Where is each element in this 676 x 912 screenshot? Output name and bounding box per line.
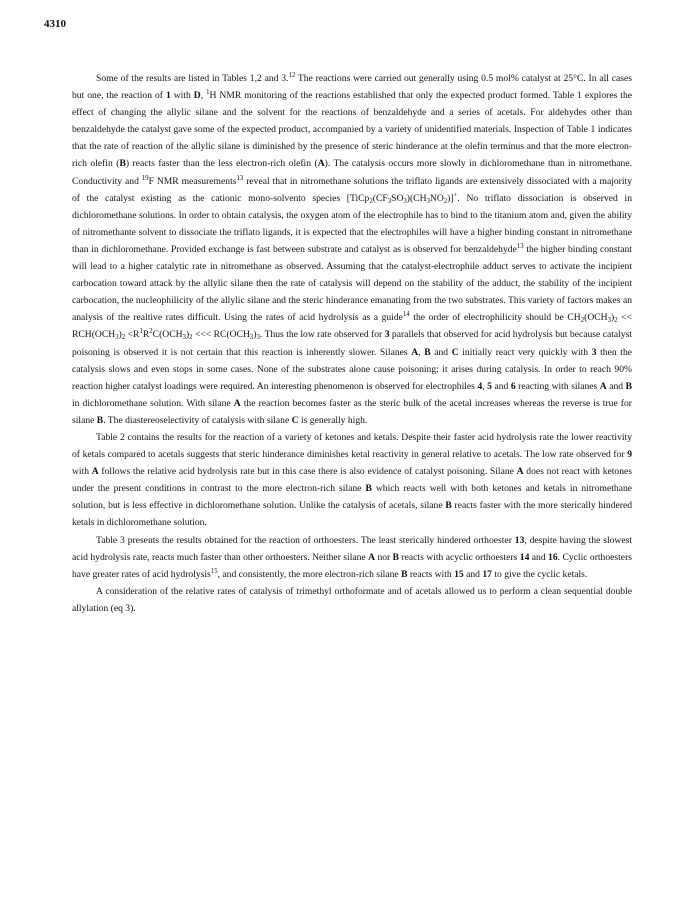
compound-label: 13 bbox=[514, 534, 525, 546]
subscript: 3 bbox=[607, 317, 611, 325]
compound-label: A bbox=[599, 380, 607, 392]
subscript: 3 bbox=[426, 197, 430, 205]
compound-label: B bbox=[392, 551, 400, 563]
compound-label: D bbox=[193, 90, 201, 102]
compound-label: B bbox=[424, 346, 431, 358]
subscript: 2 bbox=[580, 317, 585, 325]
body-text bbox=[72, 70, 632, 617]
subscript: 2 bbox=[121, 334, 126, 342]
paragraph: Table 3 presents the results obtained for the reaction of orthoesters. The least sterically hindered orthoester 13, despite having the slowest acid hydrolysis rate, reacts much faster than other orthoesters. Neither silane A nor B reacts with acyclic orthoesters 14 and 16. Cyclic orthoesters have greater rates of acid hydrolysis$^{15}$, and consistently, the more electron-rich silane B reacts with 15 and 17 to give the cyclic ketals. bbox=[72, 534, 633, 580]
compound-label: B bbox=[365, 483, 372, 495]
paragraph: Table 2 contains the results for the reaction of a variety of ketones and ketals. Despite their faster acid hydrolysis rate the lower reactivity of ketals compared to acetals suggests that steric hinderance diminishes ketal reactivity in general relative to acetals. The low rate observed for 9 with A follows the relative acid hydrolysis rate but in this case there is also evidence of catalyst poisoning. Silane A does not react with ketones under the present conditions in contrast to the more electron-rich silane B which reacts well with both ketones and ketals in nitromethane solution, but is less effective in dichloromethane solution. Unlike the catalysis of acetals, silane B reacts faster with the more sterically hindered ketals in dichloromethane solution. bbox=[72, 431, 633, 529]
compound-label: 1 bbox=[165, 90, 171, 102]
compound-label: B bbox=[96, 414, 104, 426]
superscript: 19 bbox=[141, 174, 149, 182]
superscript: 1 bbox=[139, 328, 143, 336]
subscript: 3 bbox=[182, 334, 186, 342]
subscript: 2 bbox=[443, 197, 448, 205]
compound-label: 5 bbox=[487, 380, 492, 392]
compound-label: B bbox=[119, 158, 126, 170]
compound-label: 4 bbox=[477, 380, 483, 392]
compound-label: 15 bbox=[454, 568, 464, 580]
subscript: 2 bbox=[369, 197, 373, 205]
subscript: 3 bbox=[249, 334, 254, 342]
superscript: 12 bbox=[288, 72, 296, 79]
compound-label: A bbox=[233, 397, 241, 409]
superscript: 1 bbox=[206, 89, 210, 97]
compound-label: A bbox=[91, 466, 99, 478]
compound-label: 17 bbox=[482, 568, 492, 580]
compound-label: 14 bbox=[519, 551, 530, 563]
compound-label: C bbox=[451, 346, 459, 358]
compound-label: B bbox=[445, 500, 452, 512]
compound-label: B bbox=[625, 380, 633, 392]
subscript: 3 bbox=[256, 334, 260, 342]
superscript: 13 bbox=[516, 242, 524, 250]
subscript: 2 bbox=[614, 317, 618, 325]
subscript: 3 bbox=[115, 334, 119, 342]
compound-label: 6 bbox=[510, 380, 516, 392]
superscript: 14 bbox=[402, 311, 410, 319]
compound-label: B bbox=[401, 568, 408, 580]
page-number: 4310 bbox=[44, 18, 66, 30]
compound-label: 3 bbox=[591, 346, 597, 358]
superscript: 13 bbox=[236, 174, 244, 182]
compound-label: C bbox=[291, 414, 299, 426]
compound-label: A bbox=[516, 466, 524, 478]
subscript: 2 bbox=[189, 334, 193, 342]
superscript: 2 bbox=[149, 328, 153, 336]
superscript: 15 bbox=[210, 567, 218, 575]
paragraph: A consideration of the relative rates of catalysis of trimethyl orthoformate and of acetals allowed us to perform a clean sequential double allylation (eq 3). bbox=[72, 585, 632, 614]
subscript: 3 bbox=[403, 197, 407, 205]
paragraph: Some of the results are listed in Tables 1,2 and 3.12 The reactions were carried out generally using 0.5 mol% catalyst at 25°C. In all cases but one, the reaction of 1 with D, $^1$H NMR monitoring of the reactions established that only the expected product formed. Table 1 explores the effect of changing the allylic silane and the solvent for the reactions of benzaldehyde and a series of acetals. For aldehydes other than benzaldehyde the catalyst gave some of the expected product, accompanied by a variety of unidentified materials. Inspection of Table 1 indicates that the rate of reaction of the allylic silane is diminished by the presence of steric hinderance at the olefin terminus and that the more electron-rich olefin (B) reacts faster than the less electron-rich olefin (A). The catalysis occurs more slowly in dichloromethane than in nitromethane. Conductivity and $^{19}$F NMR measurements$^{13}$ reveal that in nitromethane solutions the triflato ligands are extensively dissociated with a majority of the catalyst existing as the cationic mono-solvento species $[TiCp_2(CF_3SO_3)(CH_3NO_2)]^+$. No triflato dissociation is observed in dichloromethane solutions. In order to obtain catalysis, the oxygen atom of the electrophile has to bind to the titanium atom and, given the ability of nitromethante solvent to dissociate the triflato ligands, it is expected that the electrophiles will have a higher binding constant in nitromethane than in dichloromethane. Provided exchange is fast between substrate and catalyst as is observed for benzaldehyde$^{13}$ the higher binding constant will lead to a higher catalytic rate in nitromethane as observed. Assuming that the catalyst-electrophile adduct serves to activate the incipient carbocation toward attack by the allylic silane then the rate of catalysis will depend on the stability of the adduct, the stability of the incipient carbocation, the nucleophilicity of the allylic silane and the steric hinderance emanating from the two substrates. This variety of factors makes an analysis of the realtive rates difficult. Using the rates of acid hydrolysis as a guide$^{14}$ the order of electrophilicity should be $CH_2(OCH_3)_2 << RCH(OCH_3)_2 <R^1R^2C(OCH_3)_2$ <<< $RC(OCH_3)_3$. Thus the low rate observed for 3 parallels that observed for acid hydrolysis but because catalyst poisoning is observed it is not certain that this reaction is inherently slower. Silanes A, B and C initially react very quickly with 3 then the catalysis slows and even stops in some cases. None of the substrates alone cause poisoning; it arises during catalysis. In order to reach 90% reaction higher catalyst loadings were required. An interesting phenomenon is observed for electrophiles 4, 5 and 6 reacting with silanes A and B in dichloromethane solution. With silane A the reaction becomes faster as the steric bulk of the acetal increases whereas the reverse is true for silane B. The diastereoselectivity of catalysis with silane C is generally high. bbox=[72, 72, 633, 426]
compound-label: A bbox=[368, 551, 376, 563]
compound-label: A bbox=[317, 158, 325, 170]
compound-label: A bbox=[411, 346, 419, 358]
compound-label: 9 bbox=[627, 449, 632, 461]
subscript: 3 bbox=[387, 197, 392, 205]
compound-label: 3 bbox=[384, 329, 390, 341]
compound-label: 16 bbox=[548, 551, 558, 563]
superscript: + bbox=[453, 191, 458, 199]
